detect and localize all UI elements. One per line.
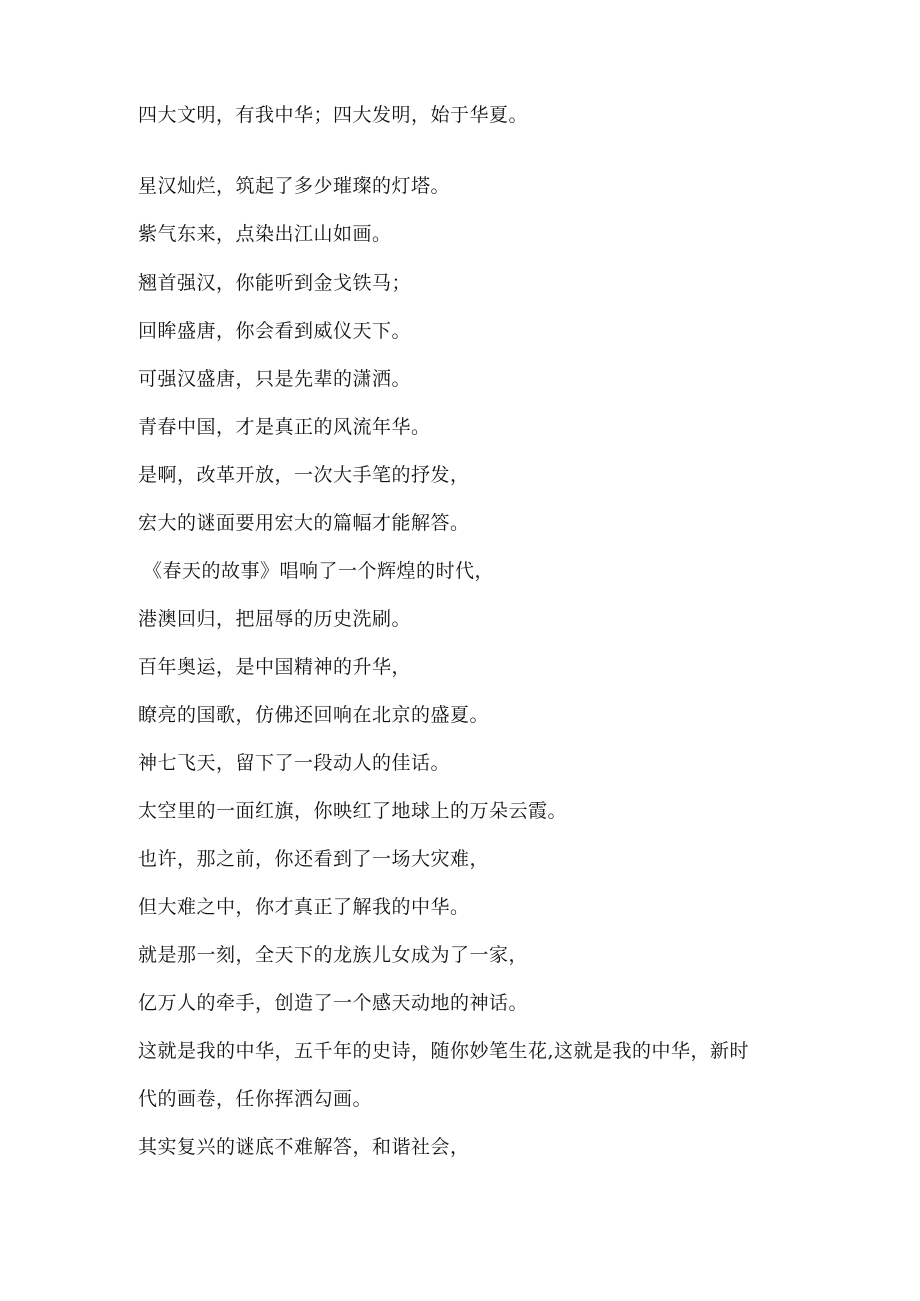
text-line: 星汉灿烂，筑起了多少璀璨的灯塔。 — [138, 175, 451, 197]
text-line: 就是那一刻，全天下的龙族儿女成为了一家， — [138, 944, 529, 966]
text-line: 代的画卷，任你挥洒勾画。 — [138, 1088, 373, 1110]
text-line: 是啊，改革开放，一次大手笔的抒发， — [138, 464, 470, 486]
text-line: 四大文明，有我中华；四大发明，始于华夏。 — [138, 104, 529, 126]
text-line: 这就是我的中华，五千年的史诗，随你妙笔生花,这就是我的中华，新时 — [138, 1040, 750, 1062]
text-line: 太空里的一面红旗，你映红了地球上的万朵云霞。 — [138, 800, 568, 822]
text-line: 百年奥运，是中国精神的升华， — [138, 656, 412, 678]
text-line: 亿万人的牵手，创造了一个感天动地的神话。 — [138, 992, 529, 1014]
text-line: 神七飞天，留下了一段动人的佳话。 — [138, 752, 451, 774]
text-line: 但大难之中，你才真正了解我的中华。 — [138, 896, 470, 918]
text-line: 可强汉盛唐，只是先辈的潇洒。 — [138, 368, 412, 390]
text-line: 回眸盛唐，你会看到威仪天下。 — [138, 320, 412, 342]
text-line: 也许，那之前，你还看到了一场大灾难， — [138, 848, 490, 870]
text-line: 瞭亮的国歌，仿佛还回响在北京的盛夏。 — [138, 704, 490, 726]
text-line: 港澳回归，把屈辱的历史洗刷。 — [138, 608, 412, 630]
text-line: 宏大的谜面要用宏大的篇幅才能解答。 — [138, 512, 470, 534]
text-line: 其实复兴的谜底不难解答，和谐社会， — [138, 1136, 470, 1158]
text-line: 青春中国，才是真正的风流年华。 — [138, 416, 431, 438]
text-line: 翘首强汉，你能听到金戈铁马； — [138, 272, 412, 294]
text-line: 紫气东来，点染出江山如画。 — [138, 223, 392, 245]
text-line: 《春天的故事》唱响了一个辉煌的时代， — [143, 560, 495, 582]
